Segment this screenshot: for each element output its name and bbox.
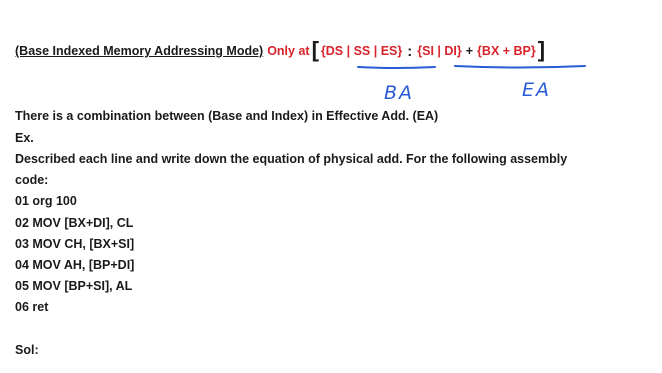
only-at-label: Only at <box>267 44 310 58</box>
solution-label: Sol: <box>15 343 39 357</box>
code-line: 04 MOV AH, [BP+DI] <box>15 258 135 272</box>
code-line: 03 MOV CH, [BX+SI] <box>15 237 135 251</box>
code-line: 05 MOV [BP+SI], AL <box>15 279 133 293</box>
index-registers: {SI | DI} <box>417 44 462 58</box>
example-label: Ex. <box>15 131 34 145</box>
code-line: 02 MOV [BX+DI], CL <box>15 216 134 230</box>
mode-title: (Base Indexed Memory Addressing Mode) <box>15 44 264 58</box>
ba-underline <box>358 67 435 68</box>
instruction-text-continued: code: <box>15 173 49 187</box>
colon-separator: : <box>407 42 413 60</box>
combination-description: There is a combination between (Base and Index) in Effective Add. (EA) <box>15 109 439 123</box>
ba-handwritten: BA <box>384 82 415 104</box>
base-registers: {BX + BP} <box>477 44 536 58</box>
instruction-text: Described each line and write down the equation of physical add. For the following assembly <box>15 152 568 166</box>
segment-registers: {DS | SS | ES} <box>320 44 403 58</box>
addressing-mode-heading <box>15 37 547 62</box>
open-bracket: [ <box>311 37 319 62</box>
plus-operator: + <box>465 44 474 58</box>
ea-handwritten: EA <box>522 79 552 101</box>
code-line: 01 org 100 <box>15 194 77 208</box>
code-line: 06 ret <box>15 300 49 314</box>
ea-underline <box>455 66 585 68</box>
close-bracket: ] <box>537 37 546 62</box>
